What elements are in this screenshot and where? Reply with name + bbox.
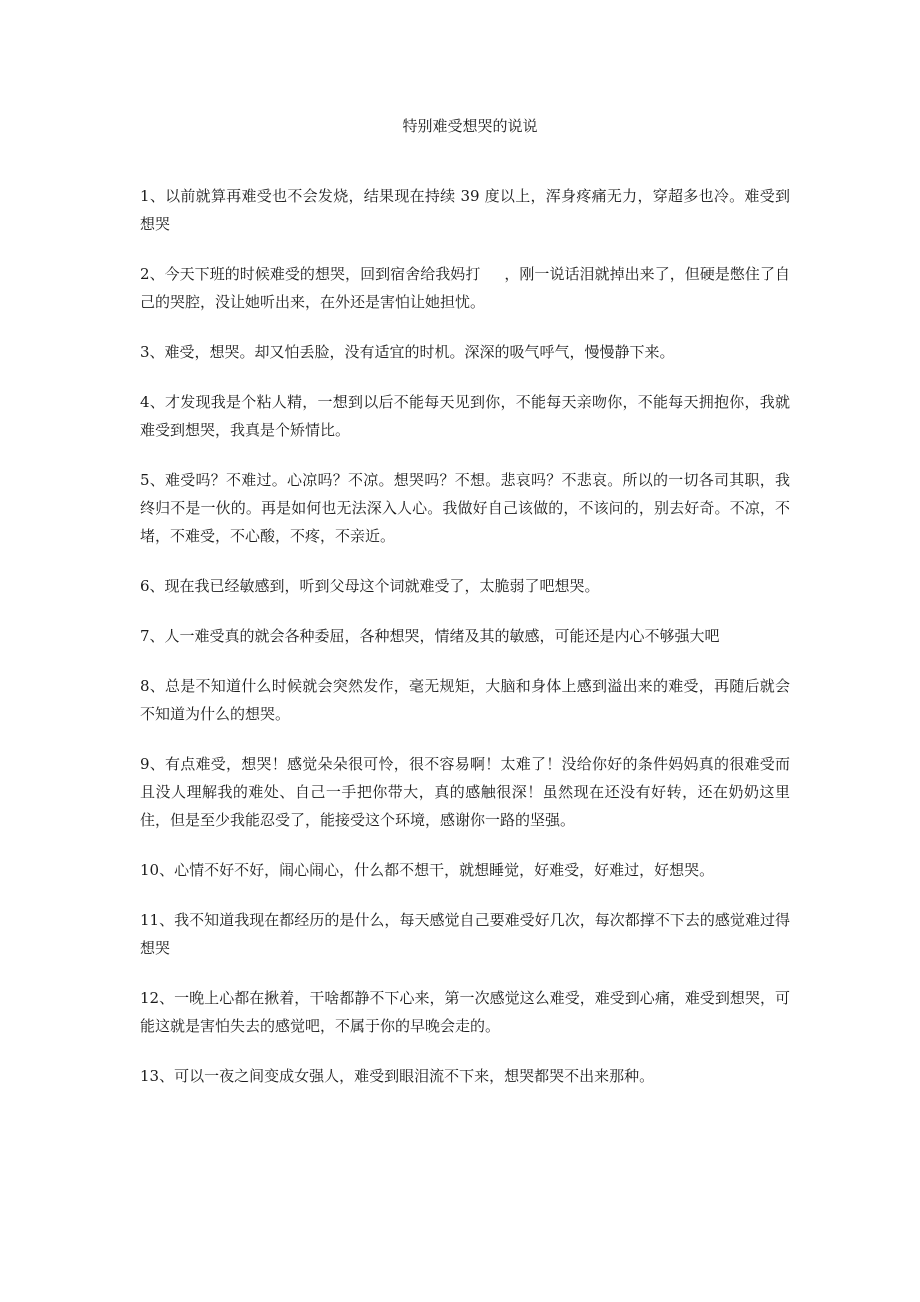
list-item-10: 10、心情不好不好，闹心闹心，什么都不想干，就想睡觉，好难受，好难过，好想哭。: [140, 861, 715, 879]
list-item-3: 3、难受，想哭。却又怕丢脸，没有适宜的时机。深深的吸气呼气，慢慢静下来。: [140, 343, 675, 361]
list-item-8: 8、总是不知道什么时候就会突然发作，毫无规矩，大脑和身体上感到溢出来的难受，再随后就会不知道为什么的想哭。: [140, 677, 790, 723]
list-item-12: 12、一晚上心都在揪着，干啥都静不下心来，第一次感觉这么难受，难受到心痛，难受到想哭，可能这就是害怕失去的感觉吧，不属于你的早晚会走的。: [140, 989, 790, 1035]
list-item-9: 9、有点难受，想哭！感觉朵朵很可怜，很不容易啊！太难了！没给你好的条件妈妈真的很难受而且没人理解我的难处、自己一手把你带大，真的感触很深！虽然现在还没有好转，还在奶奶这里住，但是至少我能忍受了，能接受这个环境，感谢你一路的坚强。: [140, 755, 790, 829]
list-item-11: 11、我不知道我现在都经历的是什么，每天感觉自己要难受好几次，每次都撑不下去的感觉难过得想哭: [140, 911, 790, 957]
document-title: 特别难受想哭的说说: [402, 117, 538, 135]
list-item-6: 6、现在我已经敏感到，听到父母这个词就难受了，太脆弱了吧想哭。: [140, 577, 600, 595]
list-item-4: 4、才发现我是个粘人精，一想到以后不能每天见到你，不能每天亲吻你，不能每天拥抱你，我就难受到想哭，我真是个矫情比。: [140, 393, 790, 439]
list-item-2: 2、今天下班的时候难受的想哭，回到宿舍给我妈打 ，刚一说话泪就掉出来了，但硬是憋住了自己的哭腔，没让她听出来，在外还是害怕让她担忧。: [140, 265, 790, 311]
list-item-7: 7、人一难受真的就会各种委屈，各种想哭，情绪及其的敏感，可能还是内心不够强大吧: [140, 627, 720, 645]
list-item-1: 1、以前就算再难受也不会发烧，结果现在持续 39 度以上，浑身疼痛无力，穿超多也冷。难受到想哭: [140, 187, 790, 233]
list-item-13: 13、可以一夜之间变成女强人，难受到眼泪流不下来，想哭都哭不出来那种。: [140, 1067, 655, 1085]
list-item-5: 5、难受吗？不难过。心凉吗？不凉。想哭吗？不想。悲哀吗？不悲哀。所以的一切各司其职，我终归不是一伙的。再是如何也无法深入人心。我做好自己该做的，不该问的，别去好奇。不凉，不堵，不难受，不心酸，不疼，不亲近。: [140, 471, 790, 545]
